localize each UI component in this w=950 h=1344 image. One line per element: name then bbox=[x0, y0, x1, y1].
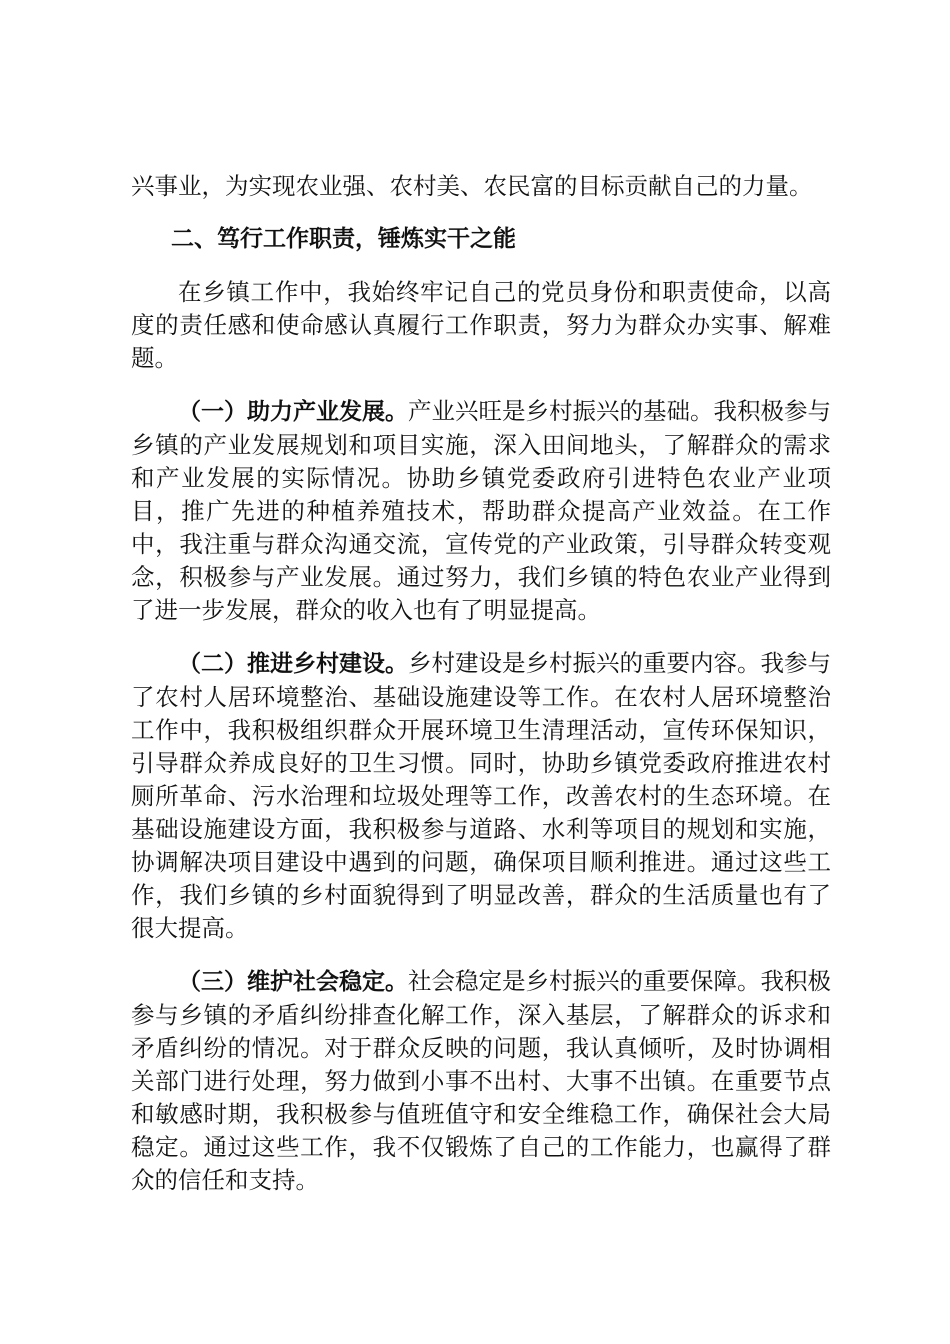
item-lead-1: （一）助力产业发展。 bbox=[178, 399, 408, 425]
item-body-3: 社会稳定是乡村振兴的重要保障。我积极参与乡镇的矛盾纠纷排查化解工作，深入基层，了解群众的诉求和矛盾纠纷的情况。对于群众反映的问题，我认真倾听，及时协调相关部门进行处理，努力做到小事不出村、大事不出镇。在重要节点和敏感时期，我积极参与值班值守和安全维稳工作，确保社会大局稳定。通过这些工作，我不仅锻炼了自己的工作能力，也赢得了群众的信任和支持。 bbox=[131, 967, 831, 1194]
item-paragraph-2 bbox=[131, 647, 831, 945]
item-paragraph-1 bbox=[131, 395, 831, 627]
item-lead-2: （二）推进乡村建设。 bbox=[178, 651, 408, 677]
item-lead-3: （三）维护社会稳定。 bbox=[178, 969, 408, 995]
item-body-2: 乡村建设是乡村振兴的重要内容。我参与了农村人居环境整治、基础设施建设等工作。在农村人居环境整治工作中，我积极组织群众开展环境卫生清理活动，宣传环保知识，引导群众养成良好的卫生习惯。同时，协助乡镇党委政府推进农村厕所革命、污水治理和垃圾处理等工作，改善农村的生态环境。在基础设施建设方面，我积极参与道路、水利等项目的规划和实施，协调解决项目建设中遇到的问题，确保项目顺利推进。通过这些工作，我们乡镇的乡村面貌得到了明显改善，群众的生活质量也有了很大提高。 bbox=[131, 649, 831, 942]
intro-continuation-paragraph: 兴事业，为实现农业强、农村美、农民富的目标贡献自己的力量。 bbox=[131, 172, 813, 200]
item-paragraph-3 bbox=[131, 965, 831, 1197]
section-heading: 二、笃行工作职责，锤炼实干之能 bbox=[171, 226, 516, 252]
document-body bbox=[131, 170, 831, 1217]
section-intro-paragraph: 在乡镇工作中，我始终牢记自己的党员身份和职责使命，以高度的责任感和使命感认真履行工作职责，努力为群众办实事、解难题。 bbox=[131, 278, 831, 372]
item-body-1: 产业兴旺是乡村振兴的基础。我积极参与乡镇的产业发展规划和项目实施，深入田间地头，了解群众的需求和产业发展的实际情况。协助乡镇党委政府引进特色农业产业项目，推广先进的种植养殖技术，帮助群众提高产业效益。在工作中，我注重与群众沟通交流，宣传党的产业政策，引导群众转变观念，积极参与产业发展。通过努力，我们乡镇的特色农业产业得到了进一步发展，群众的收入也有了明显提高。 bbox=[131, 397, 831, 624]
